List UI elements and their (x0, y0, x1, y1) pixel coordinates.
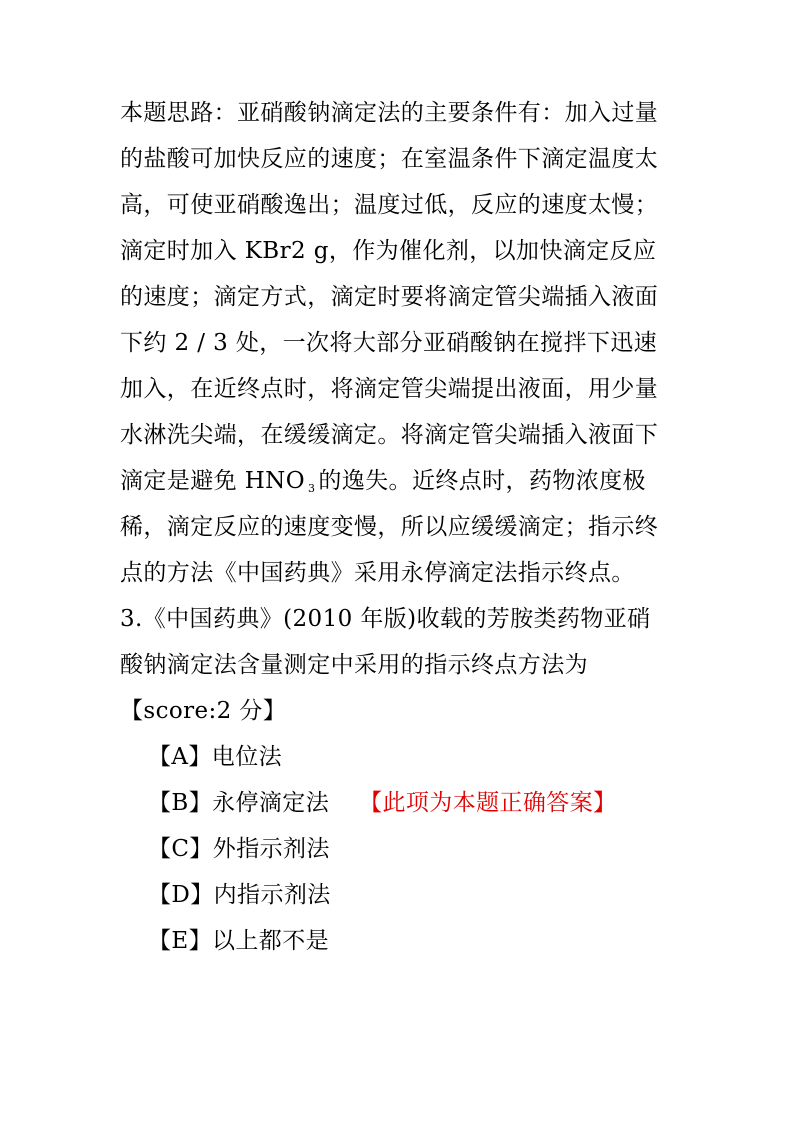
explanation-line-4: 滴定时加入 KBr2 g，作为催化剂，以加快滴定反应 (120, 238, 657, 264)
explanation-line-10: 稀，滴定反应的速度变慢，所以应缓缓滴定；指示终 (120, 514, 659, 540)
explanation-line-11: 点的方法《中国药典》采用永停滴定法指示终点。 (120, 560, 635, 586)
line9-post: 的逸失。近终点时，药物浓度极 (318, 468, 646, 494)
correct-answer-note: 【此项为本题正确答案】 (359, 790, 617, 816)
option-d[interactable]: 【D】内指示剂法 (148, 882, 331, 908)
explanation-line-6: 下约 2 / 3 处，一次将大部分亚硝酸钠在搅拌下迅速 (120, 330, 658, 356)
question-line-2: 酸钠滴定法含量测定中采用的指示终点方法为 (120, 652, 588, 678)
option-a[interactable]: 【A】电位法 (148, 744, 283, 770)
line9-pre: 滴定是避免 HNO (120, 468, 305, 494)
explanation-line-3: 高，可使亚硝酸逸出；温度过低，反应的速度太慢； (120, 192, 659, 218)
explanation-line-2: 的盐酸可加快反应的速度；在室温条件下滴定温度太 (120, 146, 659, 172)
explanation-line-8: 水淋洗尖端，在缓缓滴定。将滴定管尖端插入液面下 (120, 422, 659, 448)
option-b-label: 【B】永停滴定法 (148, 790, 330, 816)
question-line-1: 3.《中国药典》(2010 年版)收载的芳胺类药物亚硝 (120, 606, 651, 632)
option-c[interactable]: 【C】外指示剂法 (148, 836, 330, 862)
explanation-line-5: 的速度；滴定方式，滴定时要将滴定管尖端插入液面 (120, 284, 659, 310)
score-label: 【score:2 分】 (120, 698, 287, 724)
explanation-line-7: 加入，在近终点时，将滴定管尖端提出液面，用少量 (120, 376, 659, 402)
explanation-line-1: 本题思路：亚硝酸钠滴定法的主要条件有：加入过量 (120, 100, 659, 126)
explanation-line-9 (120, 458, 680, 504)
option-e[interactable]: 【E】以上都不是 (148, 928, 329, 954)
subscript-3: 3 (307, 482, 316, 495)
document-page (120, 90, 680, 964)
option-b[interactable] (120, 780, 680, 826)
